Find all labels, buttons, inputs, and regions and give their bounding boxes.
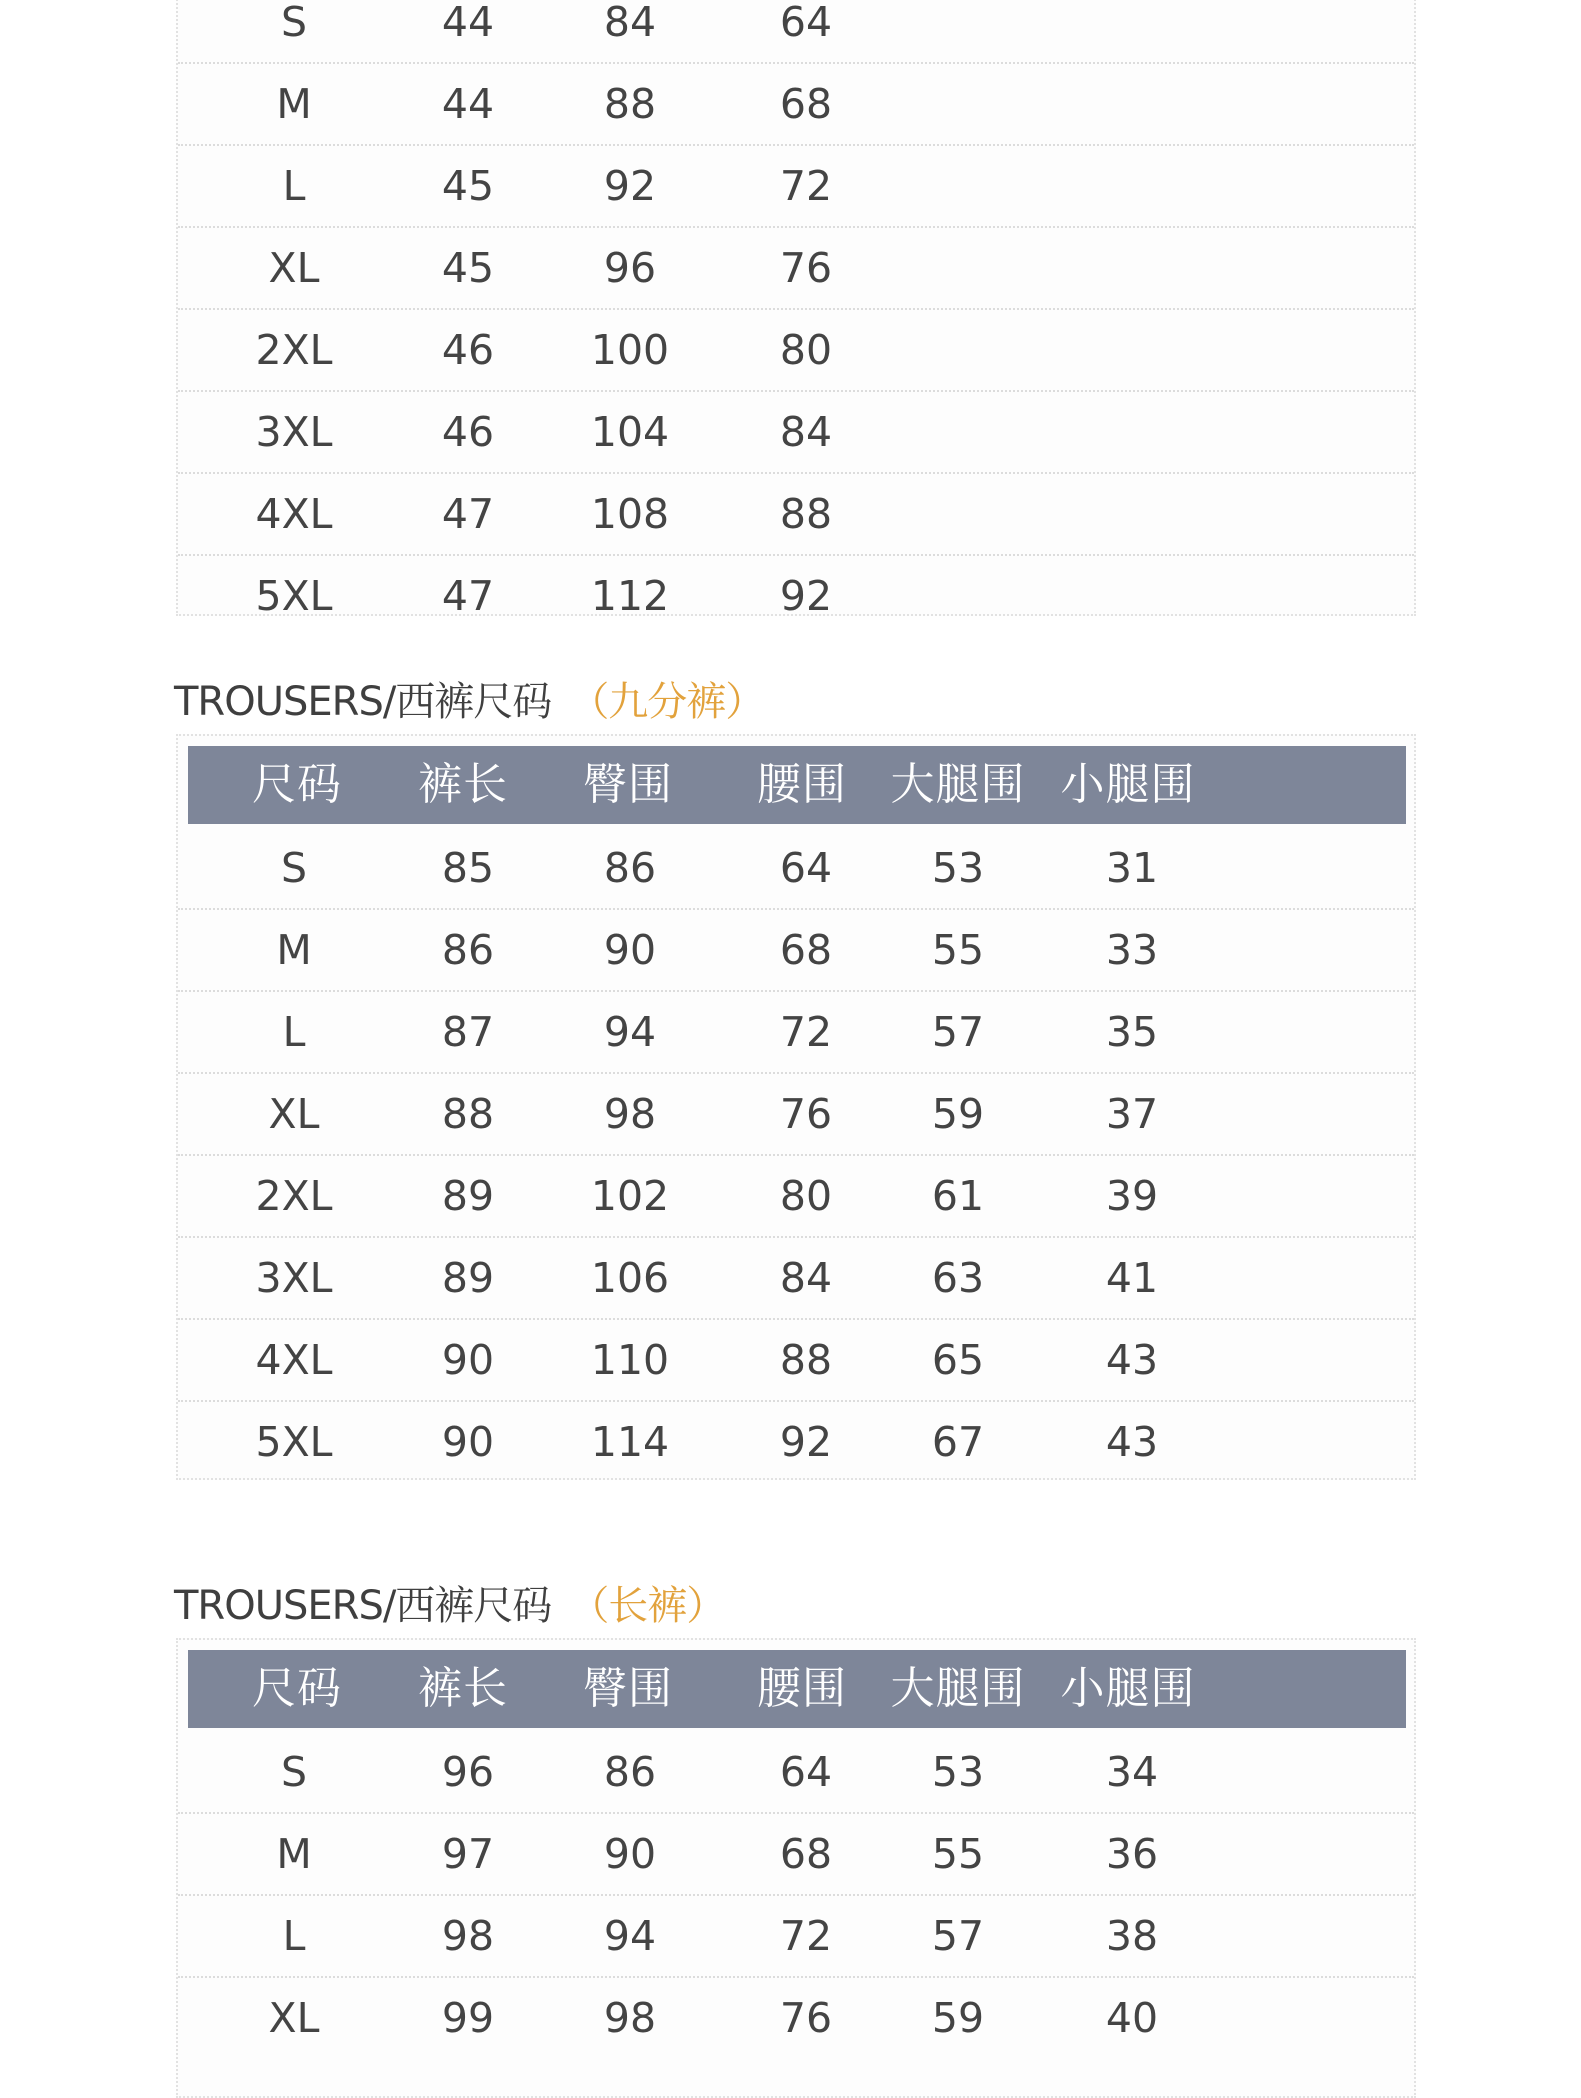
measurement-cell: 39 <box>1105 1172 1159 1220</box>
column-header: 腰围 <box>757 759 847 810</box>
size-label-cell: L <box>282 162 306 210</box>
measurement-cell: 88 <box>779 490 833 538</box>
size-label-cell: M <box>276 926 312 974</box>
measurement-cell: 90 <box>603 926 657 974</box>
measurement-cell: 57 <box>931 1912 985 1960</box>
measurement-cell: 53 <box>931 844 985 892</box>
table-row <box>178 0 1414 64</box>
measurement-cell: 43 <box>1105 1336 1159 1384</box>
table-row <box>178 392 1414 474</box>
measurement-cell: 68 <box>779 80 833 128</box>
size-label-cell: L <box>282 1912 306 1960</box>
section-subtitle-long: （长裤） <box>569 1583 726 1629</box>
measurement-cell: 44 <box>441 0 495 46</box>
measurement-cell: 85 <box>441 844 495 892</box>
column-header: 小腿围 <box>1060 1663 1196 1714</box>
size-label-cell: 5XL <box>255 1418 333 1466</box>
size-label-cell: 2XL <box>255 326 333 374</box>
measurement-cell: 84 <box>779 408 833 456</box>
column-header: 小腿围 <box>1060 759 1196 810</box>
size-label-cell: 4XL <box>255 1336 333 1384</box>
size-table-long-trousers <box>176 1638 1416 2098</box>
measurement-cell: 104 <box>590 408 670 456</box>
measurement-cell: 114 <box>590 1418 670 1466</box>
size-label-cell: S <box>280 1748 308 1796</box>
measurement-cell: 43 <box>1105 1418 1159 1466</box>
size-table-cropped-trousers <box>176 734 1416 1480</box>
measurement-cell: 53 <box>931 1748 985 1796</box>
size-label-cell: 4XL <box>255 490 333 538</box>
measurement-cell: 80 <box>779 326 833 374</box>
measurement-cell: 100 <box>590 326 670 374</box>
measurement-cell: 63 <box>931 1254 985 1302</box>
measurement-cell: 92 <box>779 572 833 620</box>
measurement-cell: 92 <box>603 162 657 210</box>
section-subtitle-cropped: （九分裤） <box>569 679 765 725</box>
measurement-cell: 46 <box>441 408 495 456</box>
measurement-cell: 55 <box>931 926 985 974</box>
measurement-cell: 65 <box>931 1336 985 1384</box>
table-row <box>178 1156 1414 1238</box>
measurement-cell: 94 <box>603 1912 657 1960</box>
table-row <box>178 992 1414 1074</box>
measurement-cell: 38 <box>1105 1912 1159 1960</box>
size-label-cell: XL <box>268 244 320 292</box>
size-label-cell: S <box>280 0 308 46</box>
size-label-cell: 2XL <box>255 1172 333 1220</box>
table-row <box>178 1074 1414 1156</box>
table-row <box>178 228 1414 310</box>
measurement-cell: 88 <box>441 1090 495 1138</box>
section-title-text: TROUSERS/西裤尺码 <box>174 679 552 725</box>
measurement-cell: 94 <box>603 1008 657 1056</box>
measurement-cell: 102 <box>590 1172 670 1220</box>
measurement-cell: 90 <box>441 1336 495 1384</box>
table-row <box>178 1978 1414 2058</box>
measurement-cell: 87 <box>441 1008 495 1056</box>
measurement-cell: 68 <box>779 1830 833 1878</box>
measurement-cell: 59 <box>931 1090 985 1138</box>
column-header: 大腿围 <box>890 1663 1026 1714</box>
measurement-cell: 90 <box>441 1418 495 1466</box>
measurement-cell: 86 <box>441 926 495 974</box>
measurement-cell: 80 <box>779 1172 833 1220</box>
size-label-cell: M <box>276 80 312 128</box>
measurement-cell: 64 <box>779 1748 833 1796</box>
measurement-cell: 76 <box>779 244 833 292</box>
measurement-cell: 46 <box>441 326 495 374</box>
table-body <box>178 1732 1414 2058</box>
measurement-cell: 64 <box>779 844 833 892</box>
measurement-cell: 92 <box>779 1418 833 1466</box>
measurement-cell: 84 <box>779 1254 833 1302</box>
column-header: 裤长 <box>418 759 508 810</box>
measurement-cell: 89 <box>441 1172 495 1220</box>
table-row <box>178 1238 1414 1320</box>
table-row <box>178 1814 1414 1896</box>
measurement-cell: 99 <box>441 1994 495 2042</box>
size-label-cell: M <box>276 1830 312 1878</box>
measurement-cell: 37 <box>1105 1090 1159 1138</box>
measurement-cell: 106 <box>590 1254 670 1302</box>
measurement-cell: 35 <box>1105 1008 1159 1056</box>
measurement-cell: 96 <box>441 1748 495 1796</box>
table-row <box>178 146 1414 228</box>
measurement-cell: 98 <box>603 1090 657 1138</box>
table-row <box>178 474 1414 556</box>
measurement-cell: 98 <box>441 1912 495 1960</box>
measurement-cell: 45 <box>441 244 495 292</box>
measurement-cell: 72 <box>779 1912 833 1960</box>
column-header: 尺码 <box>252 1663 342 1714</box>
table-header <box>188 1650 1406 1728</box>
table-row <box>178 910 1414 992</box>
measurement-cell: 67 <box>931 1418 985 1466</box>
size-table-top <box>176 0 1416 620</box>
measurement-cell: 84 <box>603 0 657 46</box>
measurement-cell: 57 <box>931 1008 985 1056</box>
measurement-cell: 61 <box>931 1172 985 1220</box>
measurement-cell: 76 <box>779 1994 833 2042</box>
column-header: 腰围 <box>757 1663 847 1714</box>
measurement-cell: 98 <box>603 1994 657 2042</box>
section-title-text: TROUSERS/西裤尺码 <box>174 1583 552 1629</box>
table-body <box>178 828 1414 1482</box>
measurement-cell: 76 <box>779 1090 833 1138</box>
size-label-cell: XL <box>268 1994 320 2042</box>
measurement-cell: 110 <box>590 1336 670 1384</box>
measurement-cell: 86 <box>603 1748 657 1796</box>
size-label-cell: XL <box>268 1090 320 1138</box>
section-title-long-trousers <box>174 1574 725 1631</box>
column-header: 大腿围 <box>890 759 1026 810</box>
measurement-cell: 72 <box>779 162 833 210</box>
measurement-cell: 86 <box>603 844 657 892</box>
size-label-cell: 3XL <box>255 1254 333 1302</box>
measurement-cell: 34 <box>1105 1748 1159 1796</box>
size-label-cell: L <box>282 1008 306 1056</box>
measurement-cell: 96 <box>603 244 657 292</box>
measurement-cell: 68 <box>779 926 833 974</box>
table-header <box>188 746 1406 824</box>
table-row <box>178 556 1414 636</box>
column-header: 臀围 <box>583 1663 673 1714</box>
table-row <box>178 310 1414 392</box>
table-row <box>178 1732 1414 1814</box>
measurement-cell: 90 <box>603 1830 657 1878</box>
measurement-cell: 47 <box>441 490 495 538</box>
measurement-cell: 72 <box>779 1008 833 1056</box>
size-label-cell: 5XL <box>255 572 333 620</box>
measurement-cell: 88 <box>603 80 657 128</box>
size-table-top-body <box>178 0 1414 636</box>
measurement-cell: 36 <box>1105 1830 1159 1878</box>
measurement-cell: 55 <box>931 1830 985 1878</box>
measurement-cell: 97 <box>441 1830 495 1878</box>
table-row <box>178 1320 1414 1402</box>
measurement-cell: 47 <box>441 572 495 620</box>
measurement-cell: 59 <box>931 1994 985 2042</box>
measurement-cell: 64 <box>779 0 833 46</box>
measurement-cell: 45 <box>441 162 495 210</box>
column-header: 裤长 <box>418 1663 508 1714</box>
measurement-cell: 33 <box>1105 926 1159 974</box>
measurement-cell: 44 <box>441 80 495 128</box>
measurement-cell: 41 <box>1105 1254 1159 1302</box>
measurement-cell: 108 <box>590 490 670 538</box>
size-label-cell: 3XL <box>255 408 333 456</box>
column-header: 尺码 <box>252 759 342 810</box>
table-row <box>178 1896 1414 1978</box>
measurement-cell: 31 <box>1105 844 1159 892</box>
measurement-cell: 112 <box>590 572 670 620</box>
table-row <box>178 1402 1414 1482</box>
table-row <box>178 828 1414 910</box>
measurement-cell: 40 <box>1105 1994 1159 2042</box>
section-title-cropped-trousers <box>174 670 764 727</box>
measurement-cell: 88 <box>779 1336 833 1384</box>
size-label-cell: S <box>280 844 308 892</box>
column-header: 臀围 <box>583 759 673 810</box>
table-row <box>178 64 1414 146</box>
measurement-cell: 89 <box>441 1254 495 1302</box>
